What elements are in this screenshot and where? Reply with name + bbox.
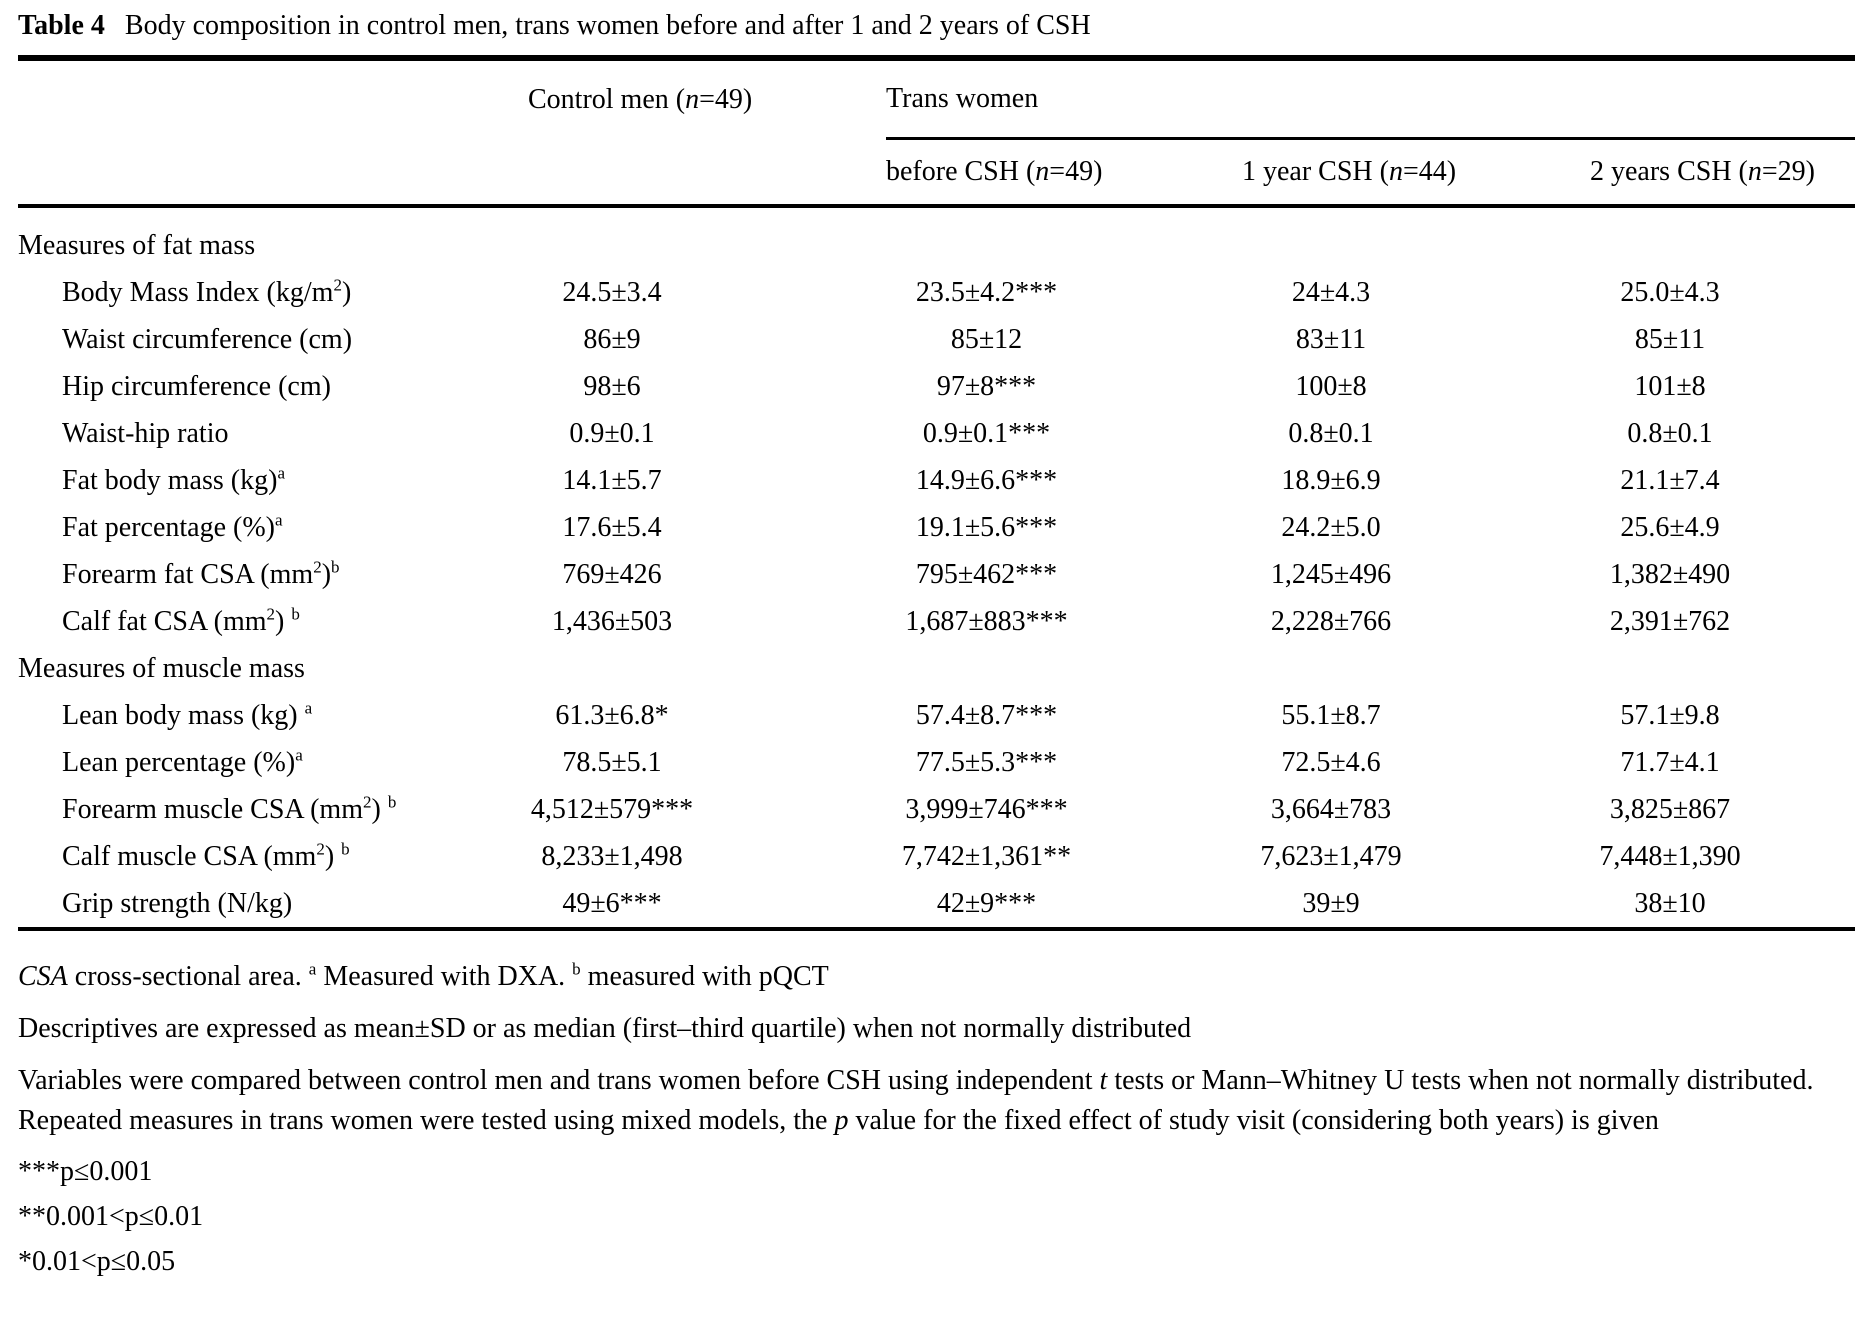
table-row [18, 363, 1855, 410]
section-label: Measures of fat mass [18, 229, 256, 261]
empty-cell [1242, 645, 1590, 692]
value-cell: 1,436±503 [551, 605, 673, 637]
table-row [18, 880, 1855, 929]
section-row [18, 645, 1855, 692]
footnote-p-05: *0.01<p≤0.05 [18, 1246, 176, 1277]
value-cell: 25.0±4.3 [1620, 276, 1720, 308]
value-cell: 17.6±5.4 [562, 511, 662, 543]
table-row [18, 692, 1855, 739]
row-label: Waist circumference (cm) [62, 323, 353, 355]
value-cell: 24±4.3 [1291, 276, 1371, 308]
value-cell: 21.1±7.4 [1620, 464, 1720, 496]
value-cell: 19.1±5.6*** [915, 511, 1058, 543]
table-row [18, 269, 1855, 316]
value-cell: 78.5±5.1 [562, 746, 662, 778]
value-cell: 85±11 [1634, 323, 1706, 355]
column-header-2-years-csh: 2 years CSH (n=29) [1590, 139, 1855, 207]
empty-header-cell [18, 139, 528, 207]
section-row [18, 206, 1855, 269]
header-sub-row [18, 139, 1855, 207]
value-cell: 0.8±0.1 [1288, 417, 1374, 449]
table-row [18, 551, 1855, 598]
value-cell: 24.5±3.4 [562, 276, 662, 308]
value-cell: 24.2±5.0 [1281, 511, 1381, 543]
value-cell: 2,391±762 [1609, 605, 1731, 637]
table-row [18, 739, 1855, 786]
footnote-p-01: **0.001<p≤0.01 [18, 1201, 204, 1232]
value-cell: 101±8 [1634, 370, 1706, 402]
table-title [18, 0, 1855, 55]
footnote-descriptives: Descriptives are expressed as mean±SD or as median (first–third quartile) when not normally distributed [18, 1013, 1192, 1044]
footnotes [18, 931, 1855, 1277]
table-row [18, 833, 1855, 880]
value-cell: 14.9±6.6*** [915, 464, 1058, 496]
body-composition-table [18, 55, 1855, 931]
table-row [18, 316, 1855, 363]
value-cell: 8,233±1,498 [541, 840, 683, 872]
value-cell: 97±8*** [936, 370, 1037, 402]
table-row [18, 457, 1855, 504]
value-cell: 7,448±1,390 [1599, 840, 1741, 872]
value-cell: 3,999±746*** [905, 793, 1068, 825]
table-row [18, 504, 1855, 551]
table-row [18, 410, 1855, 457]
empty-cell [528, 645, 886, 692]
value-cell: 3,825±867 [1609, 793, 1731, 825]
value-cell: 0.9±0.1 [569, 417, 655, 449]
value-cell: 38±10 [1634, 887, 1706, 919]
empty-cell [1242, 206, 1590, 269]
row-label: Calf fat CSA $(mm^2)$ $^b$ [62, 604, 300, 637]
value-cell: 23.5±4.2*** [915, 276, 1058, 308]
value-cell: 83±11 [1295, 323, 1367, 355]
empty-header-cell [18, 58, 528, 139]
value-cell: 1,245±496 [1270, 558, 1392, 590]
table-number: Table 4 [18, 10, 105, 41]
section-label: Measures of muscle mass [18, 652, 305, 684]
value-cell: 39±9 [1302, 887, 1360, 919]
value-cell: 795±462*** [915, 558, 1058, 590]
header-group-row [18, 58, 1855, 139]
value-cell: 1,687±883*** [905, 605, 1068, 637]
row-label: Calf muscle CSA $(mm^2)$ $^b$ [62, 839, 350, 872]
value-cell: 98±6 [583, 370, 641, 402]
table-row [18, 786, 1855, 833]
column-header-before-csh: before CSH (n=49) [886, 139, 1242, 207]
value-cell: 85±12 [950, 323, 1023, 355]
table-body [18, 206, 1855, 929]
value-cell: 55.1±8.7 [1281, 699, 1381, 731]
empty-header-cell [528, 139, 886, 207]
column-header-control-men: Control men (n=49) [528, 83, 753, 115]
column-header-1-year-csh: 1 year CSH (n=44) [1242, 139, 1590, 207]
value-cell: 71.7±4.1 [1620, 746, 1720, 778]
value-cell: 72.5±4.6 [1281, 746, 1381, 778]
footnote-abbreviations: CSA cross-sectional area. $^a$ Measured with DXA. $^b$ measured with pQCT [18, 959, 829, 992]
table-header [18, 58, 1855, 206]
empty-cell [528, 206, 886, 269]
row-label: Hip circumference (cm) [62, 370, 331, 402]
table-caption: Body composition in control men, trans women before and after 1 and 2 years of CSH [124, 10, 1091, 41]
column-header-trans-women: Trans women [886, 58, 1855, 139]
empty-cell [1590, 645, 1855, 692]
value-cell: 100±8 [1295, 370, 1367, 402]
row-label: Fat percentage (%)$^a$ [62, 510, 283, 543]
row-label: Grip strength (N/kg) [62, 887, 293, 919]
table-row [18, 598, 1855, 645]
value-cell: 18.9±6.9 [1281, 464, 1381, 496]
value-cell: 57.1±9.8 [1620, 699, 1720, 731]
value-cell: 86±9 [583, 323, 641, 355]
value-cell: 769±426 [562, 558, 662, 590]
footnote-p-001: ***p≤0.001 [18, 1156, 153, 1187]
value-cell: 25.6±4.9 [1620, 511, 1720, 543]
row-label: Lean body mass (kg) $^a$ [62, 698, 313, 731]
value-cell: 14.1±5.7 [562, 464, 662, 496]
value-cell: 1,382±490 [1609, 558, 1731, 590]
value-cell: 49±6*** [562, 887, 662, 919]
row-label: Lean percentage (%)$^a$ [62, 745, 303, 778]
empty-cell [886, 206, 1242, 269]
value-cell: 0.9±0.1*** [922, 417, 1051, 449]
value-cell: 7,742±1,361** [901, 840, 1072, 872]
value-cell: 42±9*** [936, 887, 1037, 919]
value-cell: 57.4±8.7*** [915, 699, 1058, 731]
row-label: Forearm muscle CSA $(mm^2)$ $^b$ [62, 792, 397, 825]
value-cell: 0.8±0.1 [1627, 417, 1713, 449]
row-label: Fat body mass (kg)$^a$ [62, 463, 285, 496]
footnote-statistics: Variables were compared between control men and trans women before CSH using independent t tests or Mann–Whitney U tests when not normally distributed. Repeated measures in trans women were tested using mixed models, the p value for the fixed effect of study visit (considering both years) is given [18, 1065, 1814, 1136]
row-label: Waist-hip ratio [62, 417, 229, 449]
value-cell: 61.3±6.8* [555, 699, 669, 731]
row-label: Body Mass Index $(kg/m^2)$ [62, 275, 352, 308]
row-label: Forearm fat CSA $(mm^2)^b$ [62, 557, 340, 590]
value-cell: 7,623±1,479 [1260, 840, 1402, 872]
empty-cell [886, 645, 1242, 692]
value-cell: 77.5±5.3*** [915, 746, 1058, 778]
value-cell: 4,512±579*** [530, 793, 694, 825]
empty-cell [1590, 206, 1855, 269]
value-cell: 3,664±783 [1270, 793, 1392, 825]
value-cell: 2,228±766 [1270, 605, 1392, 637]
